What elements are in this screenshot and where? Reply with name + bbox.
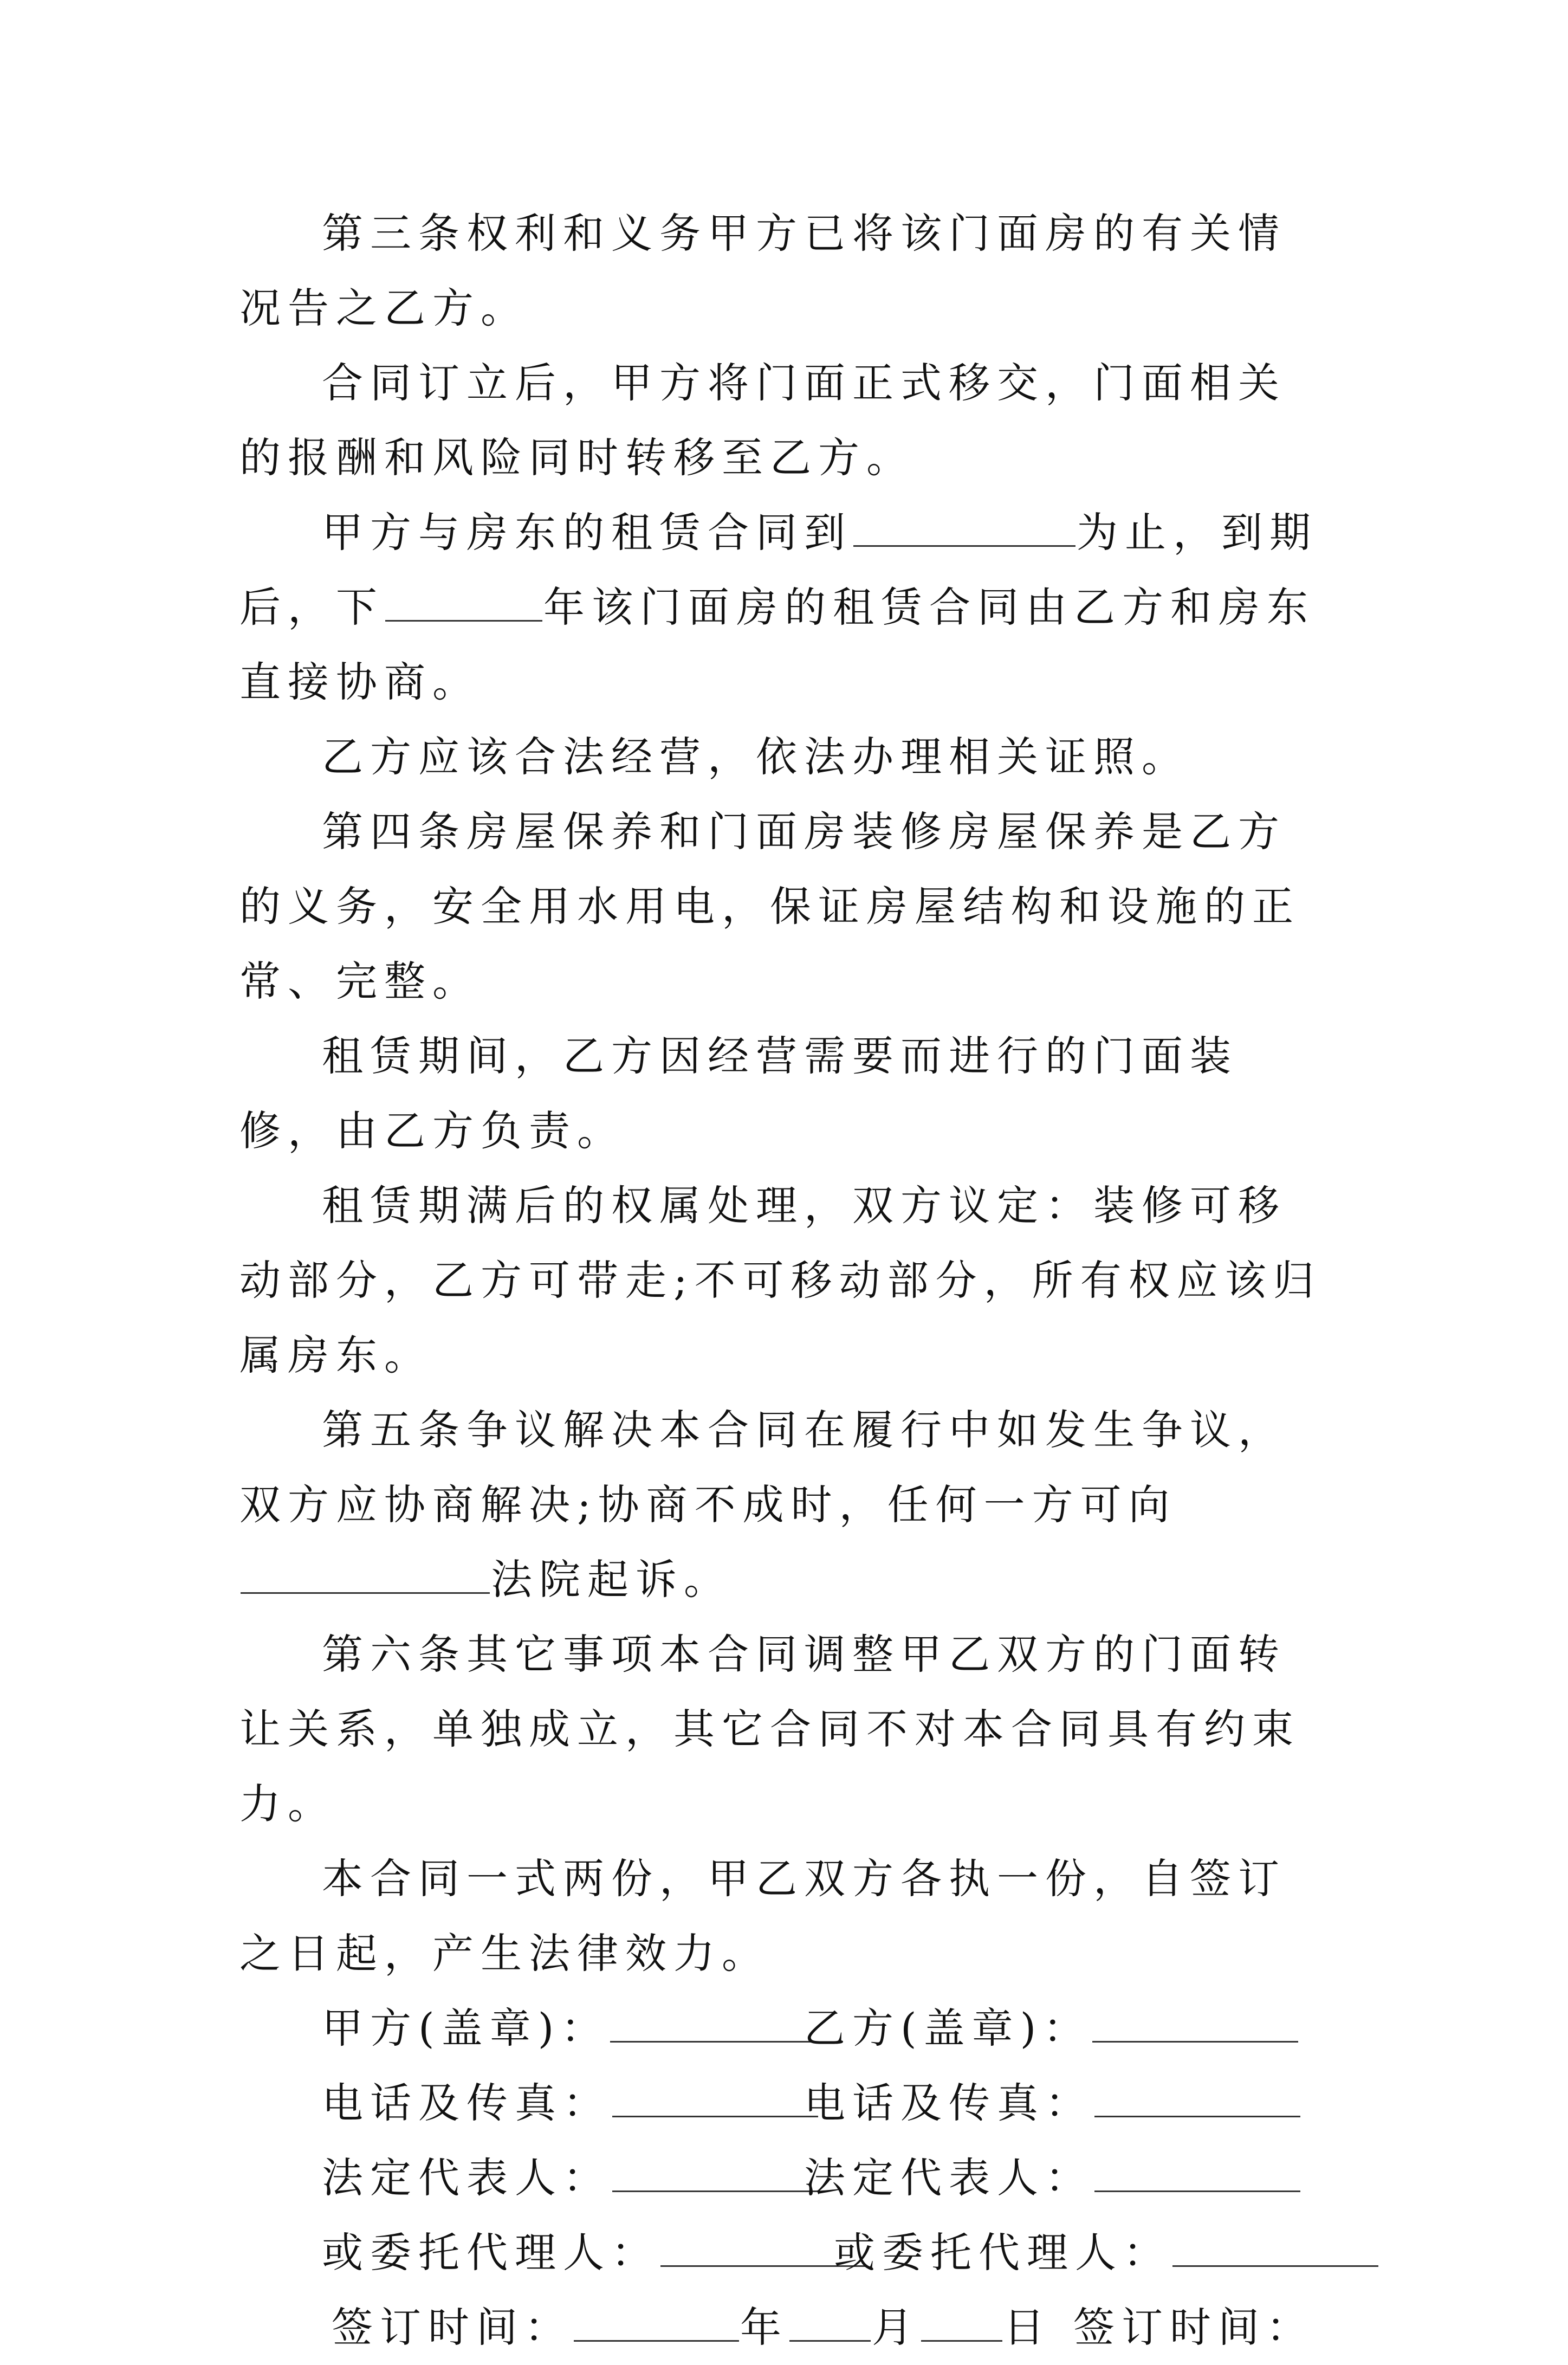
sign-time-a-label: 签订时间： (332, 2303, 573, 2351)
party-a-seal-col (322, 1991, 804, 2066)
agent-b-label: 或委托代理人： (834, 2228, 1171, 2277)
lease-term-text-2: 为止，到期后，下 (239, 508, 1318, 631)
agent-b-blank[interactable] (1172, 2226, 1378, 2267)
party-a-seal-blank[interactable] (610, 2002, 816, 2043)
sign-day-blank[interactable] (921, 2301, 1002, 2342)
agent-a-col (322, 2215, 834, 2290)
paragraph-renovation: 租赁期间，乙方因经营需要而进行的门面装修，由乙方负责。 (239, 1032, 1238, 1155)
paragraph-handover: 合同订立后，甲方将门面正式移交，门面相关的报酬和风险同时转移至乙方。 (239, 359, 1286, 482)
agent-a-label: 或委托代理人： (322, 2228, 659, 2277)
paragraph-ownership: 租赁期满后的权属处理，双方议定：装修可移动部分，乙方可带走;不可移动部分，所有权应该归属房东。 (239, 1181, 1321, 1379)
party-b-seal-blank[interactable] (1092, 2002, 1298, 2043)
day-label: 日 (1003, 2303, 1052, 2351)
document-body (239, 196, 1329, 2365)
phone-a-col (322, 2066, 804, 2141)
court-name-blank[interactable] (241, 1553, 490, 1594)
paragraph-legal-operation: 乙方应该合法经营，依法办理相关证照。 (322, 733, 1190, 781)
sign-month-blank[interactable] (789, 2301, 871, 2342)
phone-fax-a-label: 电话及传真： (322, 2079, 611, 2127)
dispute-text-2: 法院起诉。 (491, 1555, 732, 1604)
sign-year-blank[interactable] (574, 2301, 739, 2342)
party-b-seal-label: 乙方(盖章)： (804, 2004, 1092, 2052)
month-label: 月 (872, 2303, 920, 2351)
lease-end-date-blank[interactable] (853, 506, 1075, 547)
party-a-seal-label: 甲方(盖章)： (322, 2004, 610, 2052)
paragraph-article-5 (239, 1393, 1329, 1617)
signature-row-date (239, 2290, 1329, 2365)
lease-term-text-1: 甲方与房东的租赁合同到 (322, 508, 852, 557)
lease-term-text-3: 年该门面房的租赁合同由乙方和房东直接协商。 (239, 583, 1315, 706)
phone-fax-a-blank[interactable] (612, 2077, 818, 2117)
phone-fax-b-blank[interactable] (1094, 2077, 1300, 2117)
paragraph-copies: 本合同一式两份，甲乙双方各执一份，自签订之日起，产生法律效力。 (239, 1854, 1286, 1978)
legal-rep-a-blank[interactable] (612, 2151, 818, 2192)
sign-time-b-label: 签订时间： (1073, 2303, 1314, 2351)
signature-row-agent (239, 2215, 1329, 2290)
legal-rep-b-label: 法定代表人： (804, 2154, 1093, 2202)
paragraph-article-3: 第三条权利和义务甲方已将该门面房的有关情况告之乙方。 (239, 209, 1286, 332)
legal-rep-a-label: 法定代表人： (322, 2154, 611, 2202)
signature-row-legal-rep (239, 2141, 1329, 2215)
signature-row-phone (239, 2066, 1329, 2141)
legal-rep-b-blank[interactable] (1094, 2151, 1300, 2192)
phone-fax-b-label: 电话及传真： (804, 2079, 1093, 2127)
year-label: 年 (740, 2303, 788, 2351)
signature-row-seal (239, 1991, 1329, 2066)
legal-rep-a-col (322, 2141, 804, 2215)
paragraph-lease-term (239, 495, 1329, 720)
lease-year-blank[interactable] (385, 581, 542, 622)
dispute-text-1: 第五条争议解决本合同在履行中如发生争议，双方应协商解决;协商不成时，任何一方可向 (239, 1406, 1286, 1529)
paragraph-article-6: 第六条其它事项本合同调整甲乙双方的门面转让关系，单独成立，其它合同不对本合同具有约束力。 (239, 1630, 1300, 1828)
paragraph-article-4: 第四条房屋保养和门面房装修房屋保养是乙方的义务，安全用水用电，保证房屋结构和设施的正常、完整。 (239, 807, 1300, 1005)
